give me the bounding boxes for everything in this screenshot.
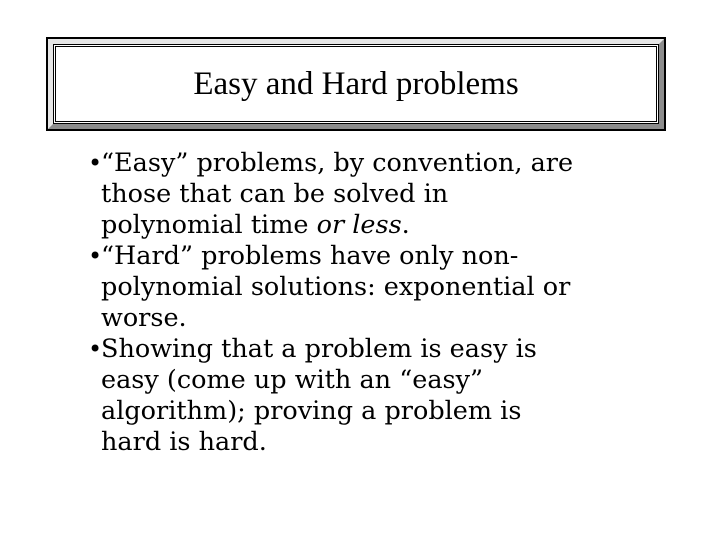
bullet-line — [101, 148, 708, 179]
bullet-marker: • — [88, 335, 103, 363]
bullet-text: Showing that a problem is easy is — [101, 334, 537, 364]
bullet-line — [101, 427, 708, 458]
slide-title: Easy and Hard problems — [193, 65, 519, 102]
bullet-line — [101, 210, 708, 241]
bullet-text: “Hard” problems have only non- — [101, 241, 519, 271]
bullet-text: worse. — [101, 303, 187, 333]
bullet-line — [101, 303, 708, 334]
bullet-text: those that can be solved in — [101, 179, 449, 209]
bullet-list — [88, 148, 708, 458]
bullet-line — [101, 334, 708, 365]
bullet-emphasis: or less — [316, 210, 402, 240]
title-box — [46, 37, 666, 131]
bullet-marker: • — [88, 242, 103, 270]
bullet-line — [101, 179, 708, 210]
bullet-text: easy (come up with an “easy” — [101, 365, 484, 395]
bullet-text: polynomial time — [101, 210, 317, 240]
bullet-marker: • — [88, 149, 103, 177]
bullet-line — [101, 272, 708, 303]
bullet-text: hard is hard. — [101, 427, 267, 457]
title-inner-frame — [55, 46, 657, 122]
bullet-line — [101, 241, 708, 272]
bullet-line — [101, 365, 708, 396]
bullet-item — [88, 334, 708, 458]
bullet-text: “Easy” problems, by convention, are — [101, 148, 574, 178]
bullet-item — [88, 241, 708, 334]
bullet-item — [88, 148, 708, 241]
bullet-text: . — [401, 210, 410, 240]
bullet-text: algorithm); proving a problem is — [101, 396, 522, 426]
bullet-line — [101, 396, 708, 427]
bullet-text: polynomial solutions: exponential or — [101, 272, 571, 302]
